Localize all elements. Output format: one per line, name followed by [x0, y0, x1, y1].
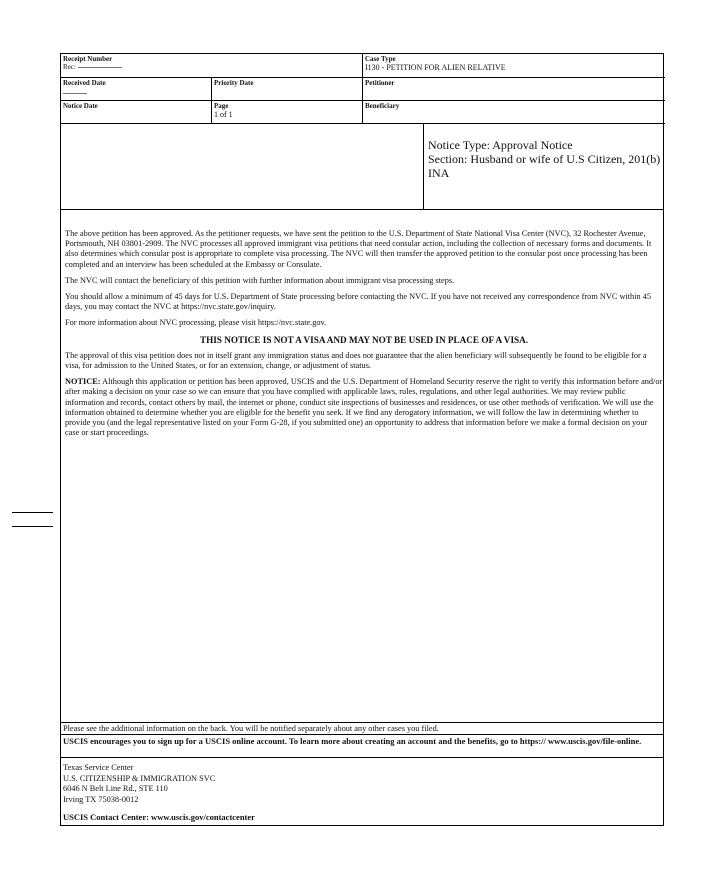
notice-date-cell — [61, 101, 212, 124]
notice-section-line: Section: Husband or wife of U.S Citizen, 201(b) INA — [428, 152, 661, 180]
notice-type-label: Notice Type: — [428, 138, 490, 152]
receipt-number-cell — [61, 54, 363, 78]
body-paragraph-nvc-transfer: The above petition has been approved. As the petitioner requests, we have sent the petition to the U.S. Department of State National Visa Center (NVC), 32 Rochester Avenue, Portsmouth, NH 03801-2909. The NVC processes all approved immigrant visa petitions that need consular action, including the collection of necessary forms and documents. It also determines which consular post is appropriate to complete visa processing. The NVC will then transfer the approved petition to the consular post once processing has been completed and an interview has been scheduled at the Embassy or Consulate. — [65, 229, 652, 269]
notice-label: NOTICE: — [65, 377, 101, 387]
body-paragraph-nvc-contact: The NVC will contact the beneficiary of this petition with further information about immigrant visa processing steps. — [65, 275, 455, 285]
body-paragraph-status: The approval of this visa petition does not in itself grant any immigration status and does not guarantee that the alien beneficiary will subsequently be found to be eligible for a visa, for admission to the United States, or for an extension, change, or adjustment of status. — [65, 350, 647, 371]
body-paragraph-more-info: For more information about NVC processing, please visit https://nvc.state.gov. — [65, 318, 327, 328]
body-paragraph-processing-time: You should allow a minimum of 45 days for U.S. Department of State processing before contacting the NVC. If you have not received any correspondence from NVC within 45 days, you may contact the NVC at https://nvc.state.gov/inquiry. — [65, 292, 652, 312]
received-date-label: Received Date — [63, 79, 106, 87]
address-line-2: U.S. CITIZENSHIP & IMMIGRATION SVC — [63, 773, 216, 783]
petitioner-label: Petitioner — [365, 79, 395, 87]
page-label: Page — [214, 102, 229, 110]
case-type-value: I130 - PETITION FOR ALIEN RELATIVE — [365, 63, 506, 72]
notice-type-value: Approval Notice — [492, 138, 573, 152]
notice-type-row — [61, 124, 663, 210]
petitioner-cell — [363, 78, 665, 101]
address-line-1: Texas Service Center — [63, 763, 134, 772]
additional-info-line: Please see the additional information on the back. You will be notified separately about any other cases you filed. — [61, 722, 663, 734]
body-paragraph-notice — [65, 377, 663, 438]
beneficiary-label: Beneficiary — [365, 102, 400, 110]
notice-type-line — [428, 138, 661, 152]
margin-mark-top — [12, 512, 53, 513]
received-date-cell — [61, 78, 212, 101]
receipt-number-label: Receipt Number — [63, 55, 113, 63]
address-line-4: Irving TX 75038-0012 — [63, 794, 139, 804]
notice-text: Although this application or petition has been approved, USCIS and the U.S. Department of Homeland Security reserve the right to verify this information before and/or after making a decision on your case so we can ensure that you have complied with applicable laws, rules, regulations, and other legal authorities. We may review public information and records, contact others by mail, the internet or phone, conduct site inspections of businesses and residences, or use other methods of verification. We will use the information obtained to determine whether you are eligible for the benefit you seek. If we find any derogatory information, we will follow the law in determining whether to provide you (and the legal representative listed on your Form G-28, if you submitted one) an opportunity to address that information before we make a formal decision on your case or start proceedings. — [65, 377, 663, 438]
case-type-label: Case Type — [365, 55, 396, 63]
priority-date-label: Priority Date — [214, 79, 254, 87]
received-date-redaction — [63, 93, 87, 94]
beneficiary-cell — [363, 101, 665, 124]
not-a-visa-warning: THIS NOTICE IS NOT A VISA AND MAY NOT BE USED IN PLACE OF A VISA. — [199, 334, 529, 345]
case-type-cell — [363, 54, 665, 78]
notice-blank-area — [61, 124, 424, 209]
page-cell — [212, 101, 363, 124]
notice-type-box — [424, 124, 665, 209]
margin-mark-bottom — [12, 526, 53, 527]
header-grid — [61, 54, 663, 124]
page-value: 1 of 1 — [214, 110, 233, 119]
address-line-3: 6046 N Belt Line Rd., STE 110 — [63, 784, 168, 793]
priority-date-cell — [212, 78, 363, 101]
service-center-address — [63, 763, 215, 805]
approval-notice-document — [60, 53, 664, 826]
notice-body — [65, 229, 663, 444]
receipt-number-value: Rec: — [63, 63, 76, 71]
notice-date-label: Notice Date — [63, 102, 98, 110]
contact-center-line: USCIS Contact Center: www.uscis.gov/contactcenter — [63, 812, 255, 822]
online-account-line: USCIS encourages you to sign up for a USCIS online account. To learn more about creating an account and the benefits, go to https:// www.uscis.gov/file-online. — [61, 734, 663, 758]
receipt-number-redaction — [78, 67, 122, 68]
